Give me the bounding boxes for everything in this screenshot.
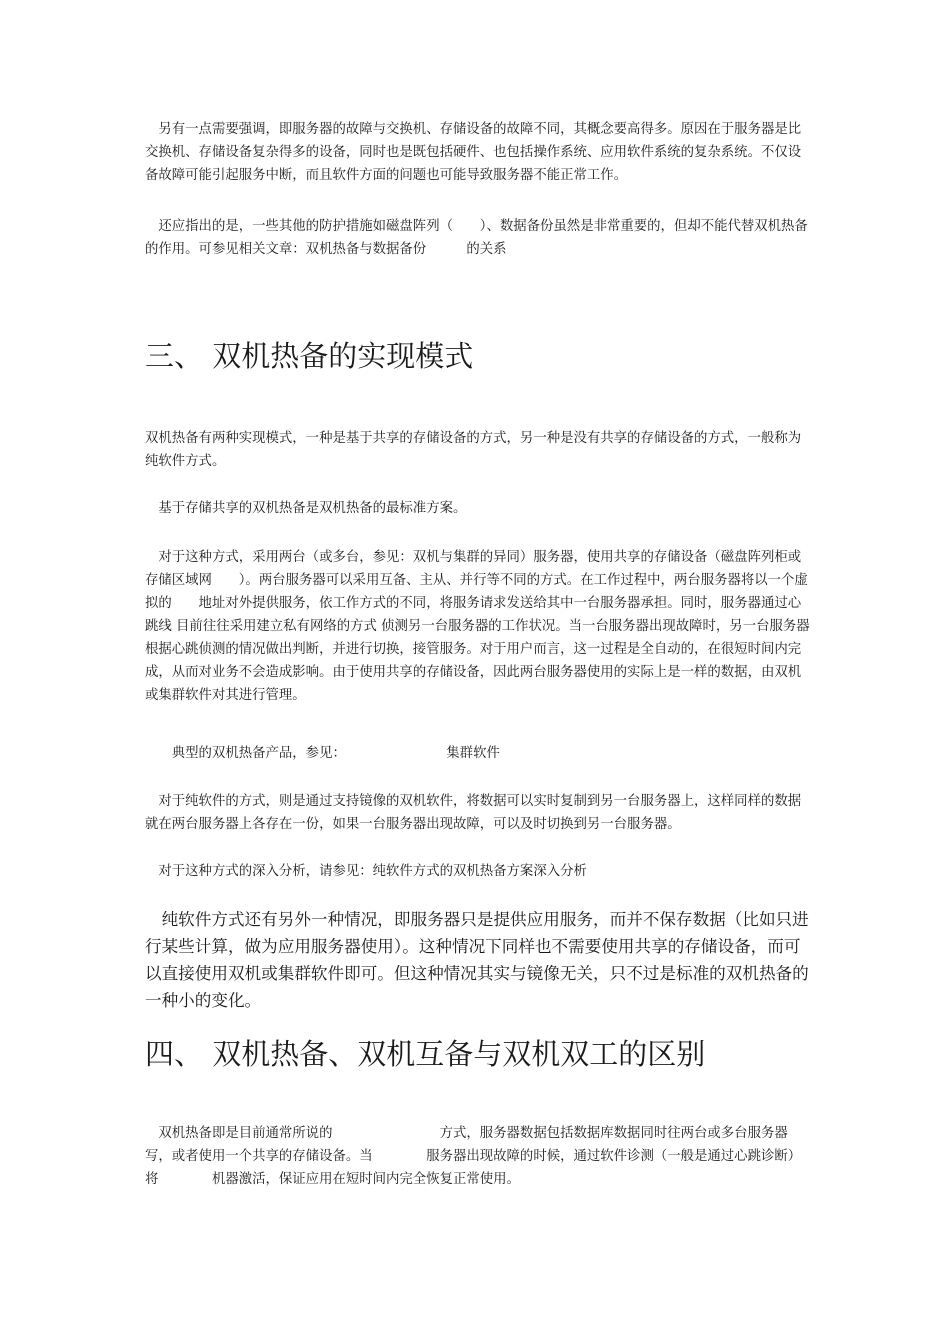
paragraph-hot-standby-definition: 双机热备即是目前通常所说的 方式，服务器数据包括数据库数据同时往两台或多台服务器写，或者使用一个共享的存储设备。当 服务器出现故障的时候，通过软件诊测（一般是通过心跳诊断）将 机器激活，保证应用在短时间内完全恢复正常使用。 (145, 1126, 802, 1187)
section-heading-3: 三、 双机热备的实现模式 (145, 339, 474, 373)
paragraph-app-server: 纯软件方式还有另外一种情况，即服务器只是提供应用服务，而并不保存数据（比如只进行某些计算，做为应用服务器使用）。这种情况下同样也不需要使用共享的存储设备，而可以直接使用双机或集群软件即可。但这种情况其实与镜像无关，只不过是标准的双机热备的一种小的变化。 (145, 910, 809, 1010)
paragraph-server-fault: 另有一点需要强调，即服务器的故障与交换机、存储设备的故障不同，其概念要高得多。原因在于服务器是比交换机、存储设备复杂得多的设备，同时也是既包括硬件、也包括操作系统、应用软件系统的复杂系统。不仅设备故障可能引起服务中断，而且软件方面的问题也可能导致服务器不能正常工作。 (145, 122, 802, 183)
paragraph-typical-products: 典型的双机热备产品，参见： 集群软件 (145, 746, 500, 761)
paragraph-pure-software: 对于纯软件的方式，则是通过支持镜像的双机软件，将数据可以实时复制到另一台服务器上，这样同样的数据就在两台服务器上各存在一份，如果一台服务器出现故障，可以及时切换到另一台服务器。 (145, 794, 802, 832)
paragraph-deep-analysis: 对于这种方式的深入分析，请参见：纯软件方式的双机热备方案深入分析 (145, 864, 587, 879)
paragraph-other-protection: 还应指出的是，一些其他的防护措施如磁盘阵列（ ）、数据备份虽然是非常重要的，但却不能代替双机热备的作用。可参见相关文章：双机热备与数据备份 的关系 (145, 219, 808, 257)
section-heading-4: 四、 双机热备、双机互备与双机双工的区别 (145, 1037, 706, 1071)
paragraph-shared-detail: 对于这种方式，采用两台（或多台，参见：双机与集群的异同）服务器，使用共享的存储设备（磁盘阵列柜或存储区域网 ）。两台服务器可以采用互备、主从、并行等不同的方式。在工作过程中，两台服务器将以一个虚拟的 地址对外提供服务，依工作方式的不同，将服务请求发送给其中一台服务器承担。同时，服务器通过心跳线 目前往往采用建立私有网络的方式 侦测另一台服务器的工作状况。当一台服务器出现故障时，另一台服务器根据心跳侦测的情况做出判断，并进行切换，接管服务。对于用户而言，这一过程是全自动的，在很短时间内完成，从而对业务不会造成影响。由于使用共享的存储设备，因此两台服务器使用的实际上是一样的数据，由双机或集群软件对其进行管理。 (145, 550, 810, 703)
paragraph-two-modes: 双机热备有两种实现模式，一种是基于共享的存储设备的方式，另一种是没有共享的存储设备的方式，一般称为纯软件方式。 (145, 431, 802, 469)
document-page (145, 0, 813, 1344)
paragraph-shared-storage: 基于存储共享的双机热备是双机热备的最标准方案。 (145, 501, 467, 516)
